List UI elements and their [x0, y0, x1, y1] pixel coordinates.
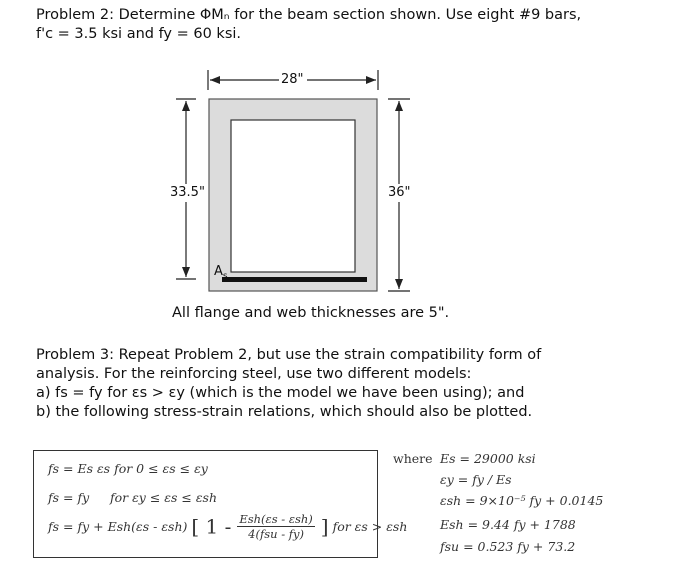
problem2-line2: f'c = 3.5 ksi and fy = 60 ksi. — [36, 26, 242, 42]
left-arrow-top — [182, 101, 190, 111]
problem3-line1: Problem 3: Repeat Problem 2, but use the strain compatibility form of — [36, 347, 542, 363]
where-Esh: Esh = 9.44 fy + 1788 — [440, 517, 576, 532]
where-es: Es = 29000 ksi — [440, 451, 536, 466]
equation-2-lhs: fs = fy — [48, 490, 90, 505]
steel-label-main: A — [214, 264, 223, 279]
where-esh: εsh = 9×10⁻⁵ fy + 0.0145 — [440, 493, 604, 508]
steel-reinforcement — [222, 277, 367, 282]
beam-inner-void — [231, 120, 355, 272]
width-arrow-right — [366, 76, 376, 84]
equation-3 — [48, 512, 407, 541]
problem3-line2: analysis. For the reinforcing steel, use two different models: — [36, 366, 472, 382]
stress-strain-formula-box — [33, 450, 408, 558]
right-arrow-top — [395, 101, 403, 111]
right-height-label: 36" — [388, 185, 411, 200]
equation-3-denominator: 4(fsu - fy) — [248, 527, 304, 541]
equation-3-bracket-open: [ 1 - — [191, 514, 232, 539]
where-fsu: fsu = 0.523 fy + 73.2 — [440, 539, 576, 554]
left-height-label: 33.5" — [170, 185, 205, 200]
equation-3-numerator: Esh(εs - εsh) — [239, 512, 313, 526]
problem2-line1: Problem 2: Determine ΦMₙ for the beam section shown. Use eight #9 bars, — [36, 7, 582, 23]
equation-3-lhs: fs = fy + Esh(εs - εsh) — [48, 519, 188, 534]
equation-3-fraction — [237, 512, 314, 541]
left-arrow-bottom — [182, 267, 190, 277]
equation-2-condition: for εy ≤ εs ≤ εsh — [110, 490, 218, 505]
equation-3-bracket-close: ] — [320, 514, 329, 539]
where-label: where — [393, 451, 433, 466]
steel-label-sub: s — [222, 271, 228, 282]
width-arrow-left — [210, 76, 220, 84]
equation-1: fs = Es εs for 0 ≤ εs ≤ εy — [48, 461, 208, 476]
where-ey: εy = fy / Es — [440, 472, 512, 487]
equation-3-condition: for εs > εsh — [332, 519, 408, 534]
steel-area-label — [214, 263, 228, 286]
width-label: 28" — [281, 72, 304, 87]
right-arrow-bottom — [395, 279, 403, 289]
problem3-line4: b) the following stress-strain relations, which should also be plotted. — [36, 404, 533, 420]
diagram-caption: All flange and web thicknesses are 5". — [172, 305, 450, 321]
problem3-line3: a) fs = fy for εs > εy (which is the model we have been using); and — [36, 385, 525, 401]
